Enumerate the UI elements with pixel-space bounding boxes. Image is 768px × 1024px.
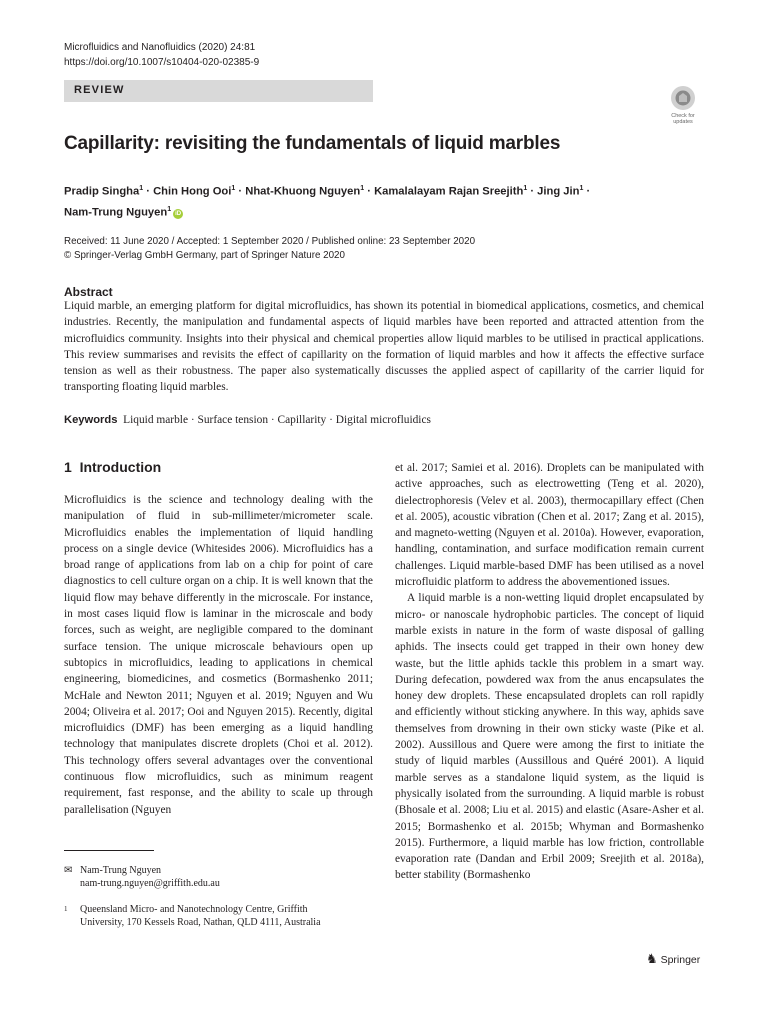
check-badge-text-1: Check for [671,113,695,119]
corresponding-author [64,864,220,890]
author-separator: · [583,185,591,198]
author-affiliation: 1 [167,205,172,213]
section-heading [64,459,161,475]
body-column-left [64,492,373,818]
affiliation-line: University, 170 Kessels Road, Nathan, QLD 4111, Australia [80,917,321,928]
publication-dates [64,235,475,263]
contact-name: Nam‑Trung Nguyen [80,865,162,876]
publisher-logo [646,951,700,967]
abstract-heading: Abstract [64,285,113,299]
author-name[interactable]: Nam‑Trung Nguyen [64,206,168,219]
author-separator: · [527,185,538,198]
springer-horse-icon: ♞ [646,951,658,966]
journal-citation: Microfluidics and Nanofluidics (2020) 24:81 [64,42,256,53]
author-separator: · [143,185,154,198]
author-name[interactable]: Chin Hong Ooi [153,185,232,198]
author-line-2 [64,201,674,222]
author-affiliation: 1 [360,185,365,192]
contact-email[interactable]: nam-trung.nguyen@griffith.edu.au [80,878,220,889]
author-name[interactable]: Jing Jin [537,185,580,198]
author-name[interactable]: Nhat‑Khuong Nguyen [245,185,361,198]
copyright-line: © Springer-Verlag GmbH Germany, part of Springer Nature 2020 [64,250,345,261]
section-number: 1 [64,459,72,475]
affiliation-footnote [64,903,364,929]
author-line-1 [64,180,674,201]
author-list [64,180,674,221]
author-separator: · [235,185,246,198]
author-affiliation: 1 [579,185,584,192]
check-badge-text-2: updates [673,119,693,125]
keywords-label: Keywords [64,414,118,426]
orcid-icon[interactable]: iD [175,211,182,218]
check-for-updates-icon[interactable] [662,84,704,126]
affiliation-line: Queensland Micro- and Nanotechnology Centre, Griffith [80,904,308,915]
affiliation-number: 1 [64,905,68,913]
keywords-list: Liquid marble · Surface tension · Capillarity · Digital microfluidics [123,414,431,426]
author-affiliation: 1 [523,185,528,192]
publisher-name: Springer [660,954,701,966]
doi-link[interactable]: https://doi.org/10.1007/s10404-020-02385-9 [64,57,260,68]
dates-line: Received: 11 June 2020 / Accepted: 1 September 2020 / Published online: 23 September 2020 [64,236,476,247]
article-type-label: REVIEW [74,84,125,96]
keywords [64,414,431,426]
author-affiliation: 1 [231,185,236,192]
paper-title: Capillarity: revisiting the fundamentals of liquid marbles [64,133,561,154]
paragraph: Microfluidics is the science and technology dealing with the manipulation of fluid in sub-millimeter/micrometer scale. Microfluidics enables the implementation of liquid handling process on a single device (Whitesides 2006). Microfluidics has a broad range of applications from lab on a chip for point of care diagnostics to cell culture organ on a chip. It is well known that the liquid flow may behave differently in the microscale. For instance, in most cases liquid flow is laminar in the microscale and body forces, such as weight, are negligible compared to the dominant surface tension. The unique microscale behaviours open up subtopics in microfluidics, leading to applications in chemical engineering, biomedicines, and cosmetics (Bormashenko 2011; McHale and Newton 2011; Nguyen et al. 2019; Nguyen and Wu 2004; Oliveira et al. 2017; Ooi and Nguyen 2015). Recently, digital microfluidics (DMF) has been emerging as a liquid handling technology that manipulates discrete droplets (Choi et al. 2012). This technology offers several advantages over the conventional continuous flow microfluidics, such as minimum reagent requirement, fast response, and the ability to scale up through parallelisation (Nguyen [64,494,373,816]
envelope-icon: ✉ [64,865,73,876]
author-name[interactable]: Pradip Singha [64,185,140,198]
paragraph: A liquid marble is a non-wetting liquid droplet encapsulated by micro- or nanoscale hydrophobic particles. The concept of liquid marble exists in nature in the form of waste disposal of galling aphids. The insects could get trapped in their own honey dew waste, but the little aphids tackle this problem in a smart way. During defecation, powdered wax from the anus encapsulates the honey dew droplets. These encapsulated droplets can roll rapidly and efficiently without sticking anywhere. In this way, aphids save themselves from drowning in their own sticky waste (Pike et al. 2002). Aussillous and Quere were among the first to initiate the study of liquid marbles (Aussillous and Quéré 2001). A liquid marble serves as a standalone liquid system, as the liquid is physically isolated from the surrounding. A liquid marble is robust (Bhosale et al. 2008; Liu et al. 2015) and elastic (Asare-Asher et al. 2015; Bormashenko et al. 2015b; Whyman and Bormashenko 2015). Furthermore, a liquid marble has low friction, controllable evaporation rate (Dandan and Erbil 2009; Sreejith et al. 2018a), better stability (Bormashenko [395,592,704,882]
body-column-right [395,460,704,884]
abstract-text: Liquid marble, an emerging platform for digital microfluidics, has shown its potential in biomedical applications, cosmetics, and chemical industries. Recently, the manipulation and fundamental aspects of liquid marbles have been reported and attracted attention from the microfluidics community. Insights into their physical and chemical properties allow liquid marbles to be utilised in practical applications. This review summarises and revisits the effect of capillarity on the formation of liquid marbles and how it affects the effective surface tension as well as their robustness. The paper also systematically discusses the applied aspect of capillarity of the carrier liquid for transporting floating liquid marbles. [64,300,704,394]
author-separator: · [364,185,375,198]
author-name[interactable]: Kamalalayam Rajan Sreejith [374,185,524,198]
journal-header [64,40,259,70]
author-affiliation: 1 [139,185,144,192]
footnote-divider [64,850,154,851]
paragraph: et al. 2017; Samiei et al. 2016). Droplets can be manipulated with active approaches, such as electrowetting (Teng et al. 2020), dielectrophoresis (Velev et al. 2003), thermocapillary effect (Chen et al. 2005), acoustic vibration (Chen et al. 2017; Zang et al. 2015), and magneto-wetting (Nguyen et al. 2010a). However, evaporation, handling, contamination, and surface modification remain current challenges. Liquid marble-based DMF has been utilised as a novel microfluidic platform to address the abovementioned issues. [395,462,704,589]
section-title: Introduction [79,459,162,475]
